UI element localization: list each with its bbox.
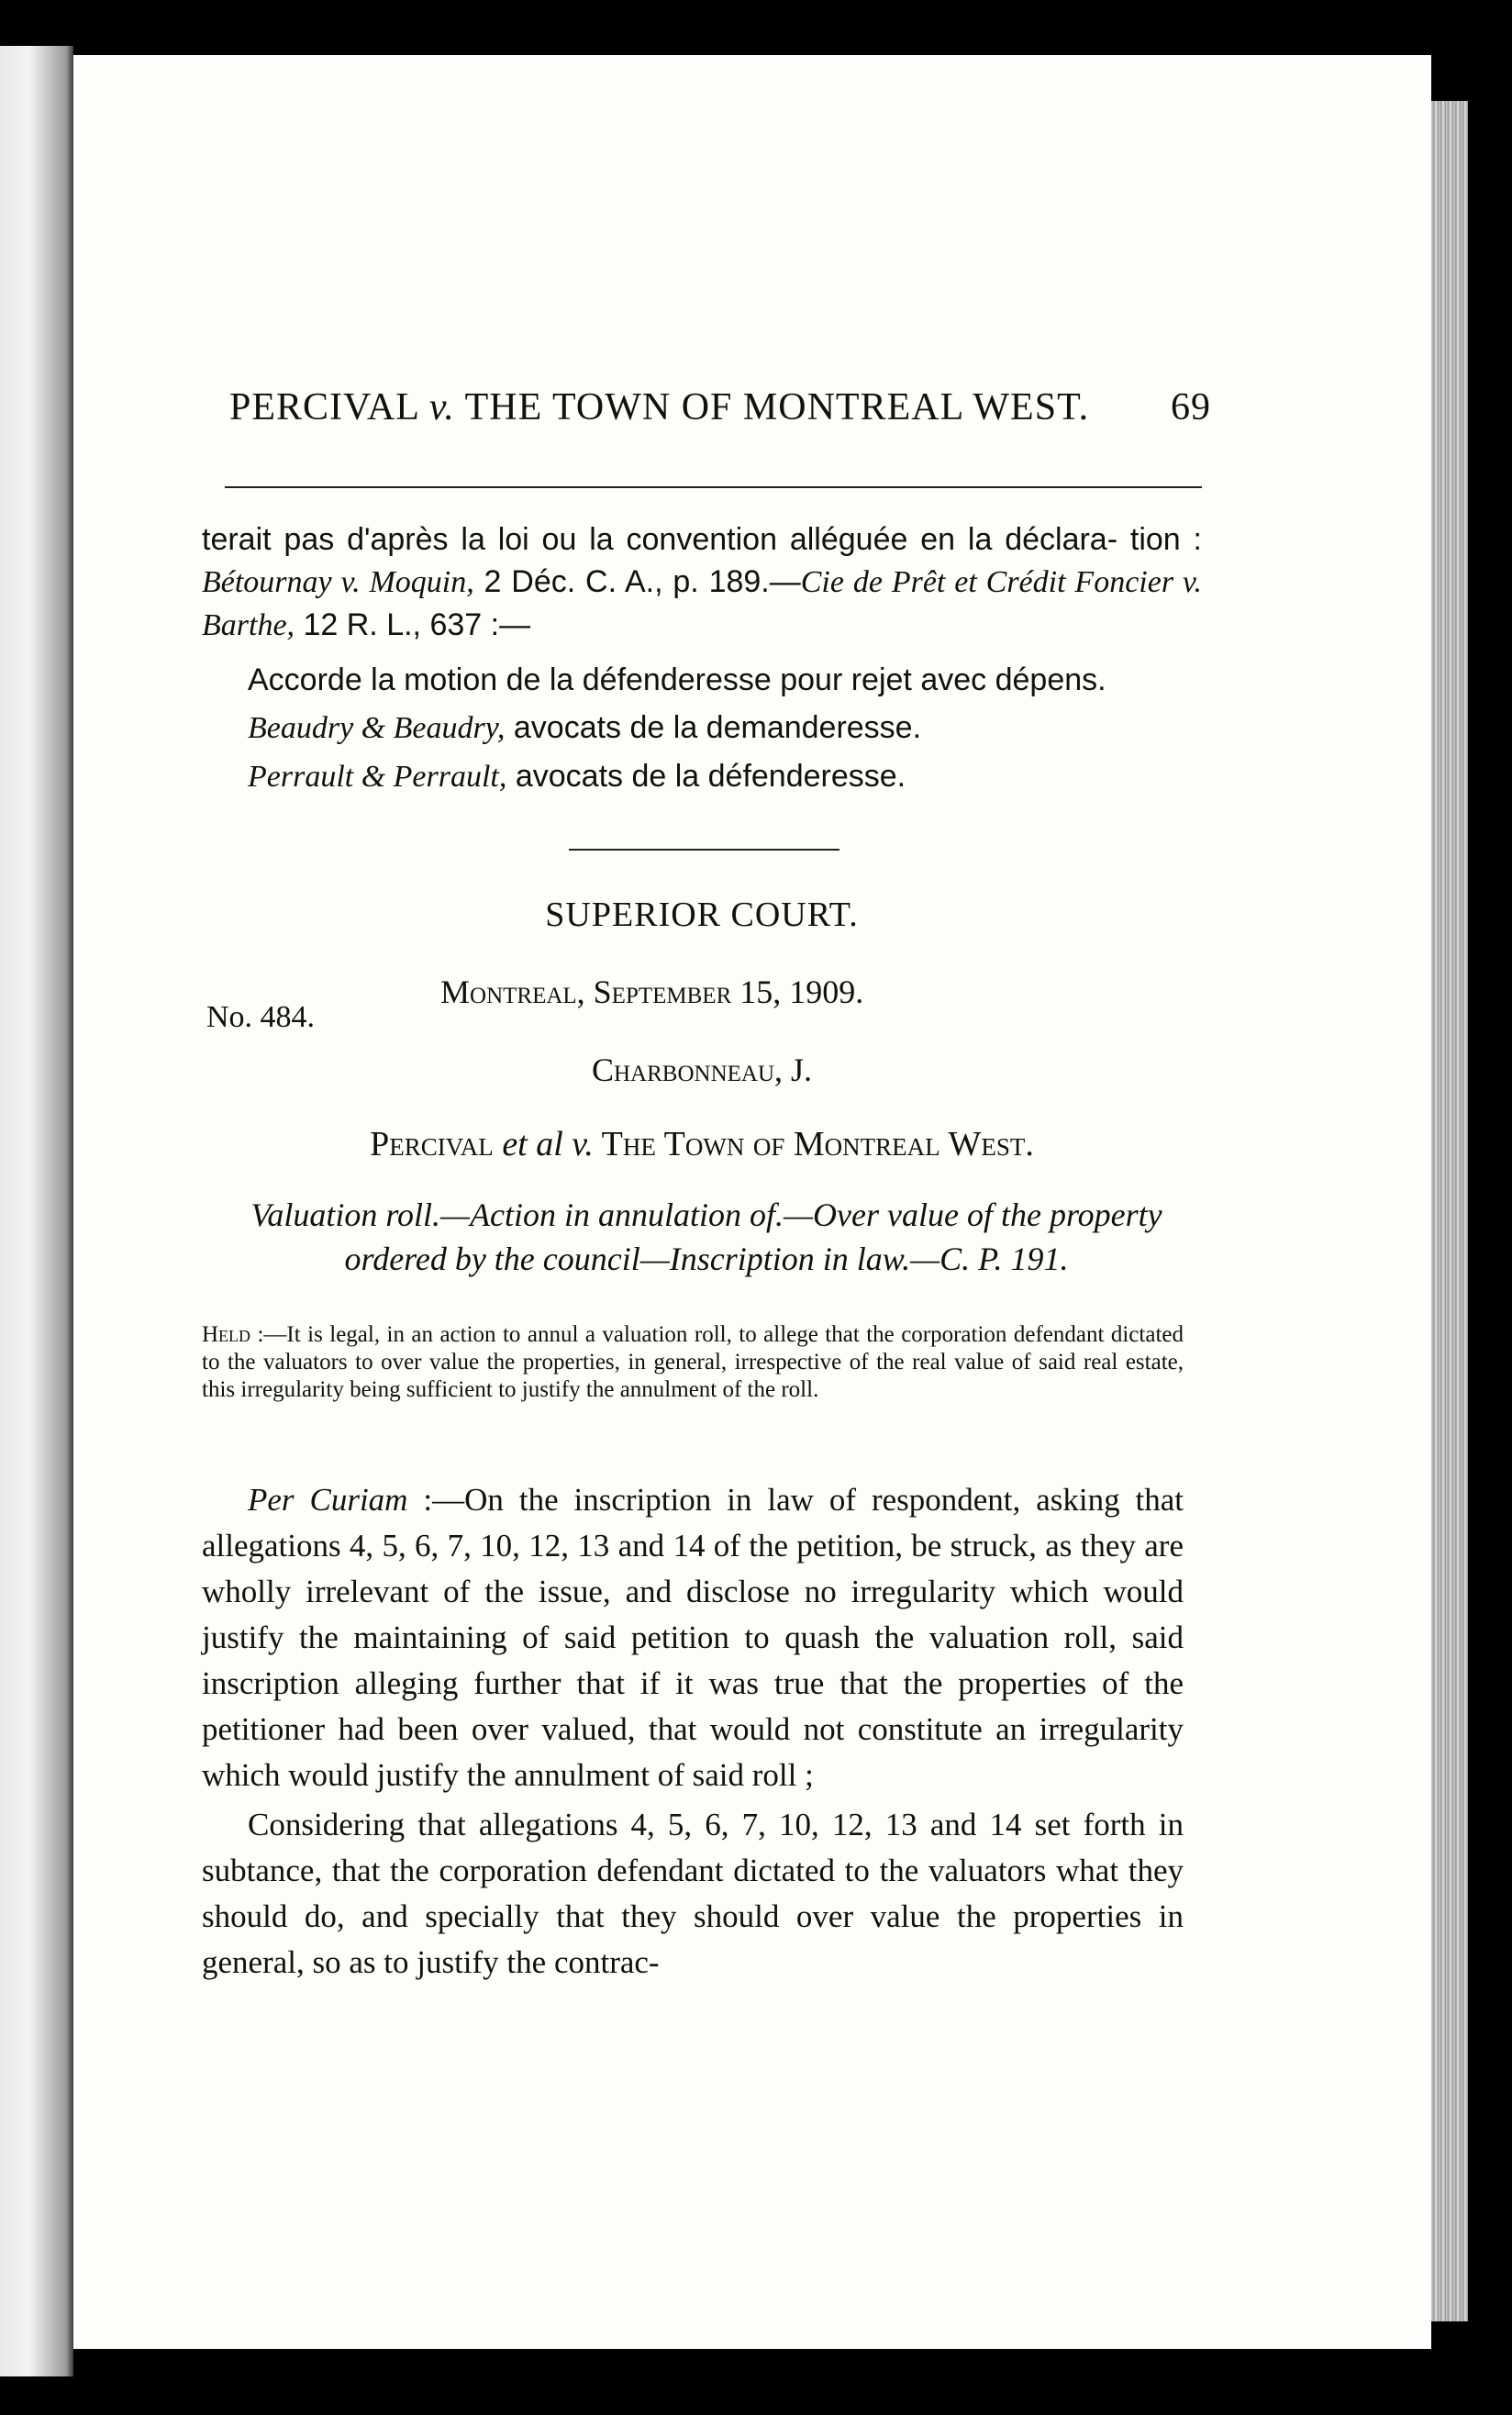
judgment-body (202, 1477, 1184, 1986)
page-stack-edge (1431, 101, 1468, 2321)
counsel-plaintiff: Beaudry & Beaudry, avocats de la demanderesse. (248, 710, 922, 745)
court-heading: SUPERIOR COURT. (545, 896, 859, 934)
continuation-paragraph: terait pas d'après la loi ou la convention alléguée en la déclara- tion : Bétournay v. Moquin, 2 Déc. C. A., p. 189.—Cie de Prêt et Crédit Foncier v. Barthe, 12 R. L., 637 :— (202, 522, 1203, 642)
judge-name: Charbonneau, J. (591, 1052, 813, 1088)
per-curiam-paragraph: Per Curiam :—On the inscription in law of respondent, asking that allegations 4, 5, 6, 7, 10, 12, 13 and 14 of the petition, be struck, as they are wholly irrelevant of the issue, and disclose no irregularity which would justify the maintaining of said petition to quash the valuation roll, said inscription alleging further that if it was true that the properties of the petitioner had been over valued, that would not constitute an irregularity which would justify the annulment of said roll ; (202, 1482, 1184, 1793)
page-number: 69 (1171, 386, 1211, 428)
order-line: Accorde la motion de la défenderesse pour rejet avec dépens. (248, 662, 1106, 697)
section-divider (569, 849, 839, 851)
held-summary: Held :—It is legal, in an action to annul a valuation roll, to allege that the corporation defendant dictated to the valuators to over value the properties, in general, irrespective of the real value of said real estate, this irregularity being sufficient to justify the annulment of the roll. (202, 1322, 1184, 1402)
case-number: No. 484. (206, 1000, 316, 1034)
continuation-block (202, 518, 1202, 801)
case-parties: Percival et al v. The Town of Montreal West. (370, 1125, 1034, 1163)
header-title: PERCIVAL v. THE TOWN OF MONTREAL WEST. (229, 386, 1090, 428)
header-rule (225, 486, 1202, 488)
counsel-defendant: Perrault & Perrault, avocats de la défenderesse. (248, 759, 906, 794)
headnote: Valuation roll.—Action in annulation of.—Over value of the property ordered by the council—Inscription in law.—C. P. 191. (250, 1196, 1162, 1277)
considering-paragraph: Considering that allegations 4, 5, 6, 7, 10, 12, 13 and 14 set forth in subtance, that the corporation defendant dictated to the valuators what they should do, and specially that they should over value the properties in general, so as to justify the contrac- (202, 1807, 1184, 1980)
location-date: Montreal, September 15, 1909. (440, 974, 864, 1010)
facing-page-edge (0, 46, 73, 2376)
running-header (229, 385, 1211, 429)
